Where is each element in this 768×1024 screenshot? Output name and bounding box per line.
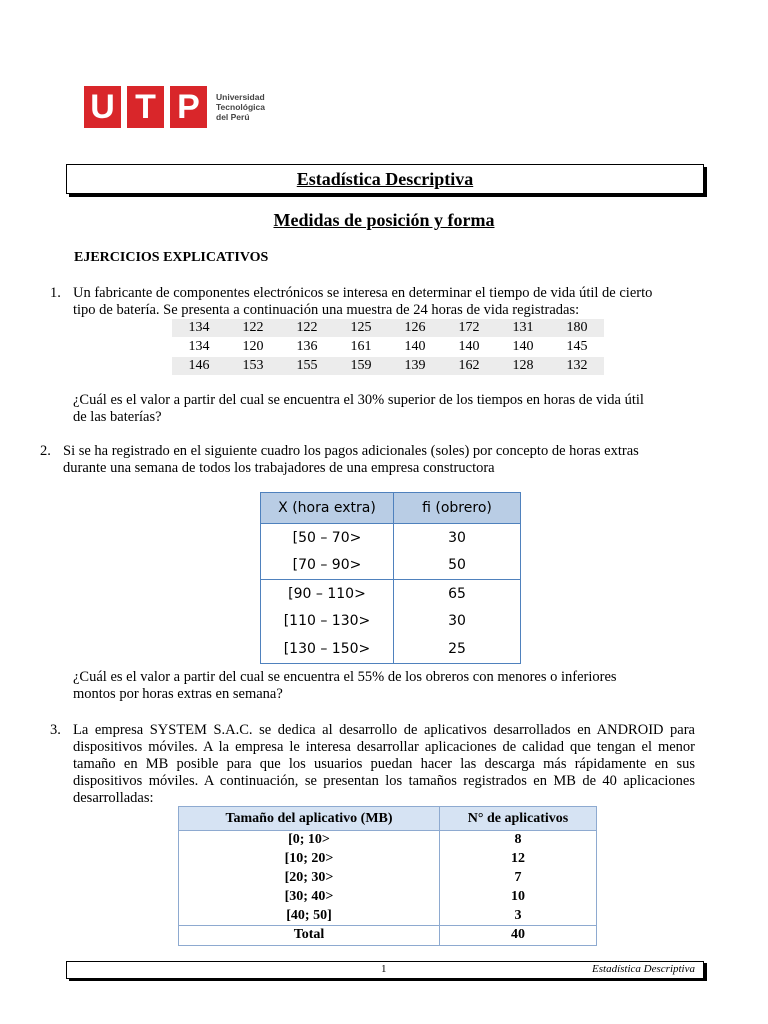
ex2-interval-cell: [130 – 150> <box>261 635 394 663</box>
ex3-count-cell: 40 <box>440 925 597 945</box>
ex3-table-row <box>179 831 597 850</box>
ex2-interval-cell: [110 – 130> <box>261 608 394 636</box>
ex1-data-cell: 132 <box>550 357 604 376</box>
ex2-question: ¿Cuál es el valor a partir del cual se encuentra el 55% de los obreros con menores o inferiores montos por horas extras en semana? <box>73 669 617 702</box>
ex3-count-cell: 7 <box>440 869 597 888</box>
ex3-interval-cell: [0; 10> <box>179 831 440 850</box>
ex2-number: 2. <box>40 443 51 459</box>
ex3-table-row <box>179 869 597 888</box>
ex2-frequency-cell: 30 <box>394 608 521 636</box>
ex2-interval-cell: [50 – 70> <box>261 524 394 552</box>
logo-letter-p: P <box>170 86 207 128</box>
ex1-data-cell: 131 <box>496 319 550 338</box>
page-number: 1 <box>381 963 387 975</box>
ex3-table-row <box>179 887 597 906</box>
ex1-data-cell: 122 <box>226 319 280 338</box>
document-title: Estadística Descriptiva <box>66 164 704 194</box>
page-footer <box>66 961 704 979</box>
ex3-count-cell: 8 <box>440 831 597 850</box>
ex2-interval-cell: [70 – 90> <box>261 552 394 580</box>
ex1-data-cell: 125 <box>334 319 388 338</box>
ex2-frequency-table <box>260 492 521 664</box>
ex3-count-cell: 10 <box>440 887 597 906</box>
ex1-data-row <box>172 319 604 338</box>
ex1-data-cell: 159 <box>334 357 388 376</box>
ex1-data-cell: 180 <box>550 319 604 338</box>
ex1-data-cell: 136 <box>280 338 334 357</box>
logo-letter-t: T <box>127 86 164 128</box>
ex2-text: Si se ha registrado en el siguiente cuadro los pagos adicionales (soles) por concepto de horas extras durante una semana de todos los trabajadores de una empresa constructora <box>63 443 639 476</box>
document-subtitle: Medidas de posición y forma <box>273 210 495 230</box>
ex1-data-cell: 161 <box>334 338 388 357</box>
ex2-table-row <box>261 524 521 552</box>
ex2-header-x: X (hora extra) <box>261 493 394 524</box>
ex3-table-row <box>179 850 597 869</box>
ex2-frequency-cell: 30 <box>394 524 521 552</box>
ex3-text: La empresa SYSTEM S.A.C. se dedica al desarrollo de aplicativos desarrollados en ANDROID para dispositivos móviles. A la empresa le interesa desarrollar aplicaciones de calidad que tengan el menor tamaño en MB posible para que los usuarios puedan hacer las descarga más rápidamente en sus dispositivos móviles. A continuación, se presentan los tamaños registrados en MB de 40 aplicaciones desarrolladas: <box>73 722 695 806</box>
ex3-count-cell: 3 <box>440 906 597 925</box>
ex3-interval-cell: [40; 50] <box>179 906 440 925</box>
ex1-data-cell: 134 <box>172 338 226 357</box>
ex1-data-cell: 128 <box>496 357 550 376</box>
ex3-interval-cell: [20; 30> <box>179 869 440 888</box>
footer-label: Estadística Descriptiva <box>592 963 695 975</box>
ex1-number: 1. <box>50 285 61 301</box>
ex3-count-cell: 12 <box>440 850 597 869</box>
ex2-frequency-cell: 25 <box>394 635 521 663</box>
ex3-interval-cell: Total <box>179 925 440 945</box>
ex1-question: ¿Cuál es el valor a partir del cual se encuentra el 30% superior de los tiempos en horas de vida útil de las baterías? <box>73 392 644 425</box>
ex1-data-cell: 140 <box>442 338 496 357</box>
ex2-table-row <box>261 552 521 580</box>
ex2-interval-cell: [90 – 110> <box>261 580 394 608</box>
ex1-data-cell: 120 <box>226 338 280 357</box>
ex3-header-count: N° de aplicativos <box>440 807 597 831</box>
ex3-interval-cell: [10; 20> <box>179 850 440 869</box>
ex1-data-table <box>172 319 604 376</box>
ex2-table-row <box>261 608 521 636</box>
ex2-table-row <box>261 635 521 663</box>
ex1-data-cell: 145 <box>550 338 604 357</box>
ex1-data-row <box>172 357 604 376</box>
ex3-number: 3. <box>50 722 61 738</box>
logo-letter-u: U <box>84 86 121 128</box>
utp-logo <box>84 86 265 128</box>
ex3-total-row <box>179 925 597 945</box>
ex1-data-cell: 140 <box>496 338 550 357</box>
ex1-data-row <box>172 338 604 357</box>
ex1-data-cell: 126 <box>388 319 442 338</box>
ex3-header-size: Tamaño del aplicativo (MB) <box>179 807 440 831</box>
ex1-data-cell: 162 <box>442 357 496 376</box>
ex1-data-cell: 155 <box>280 357 334 376</box>
ex3-table-row <box>179 906 597 925</box>
ex1-text: Un fabricante de componentes electrónicos se interesa en determinar el tiempo de vida útil de cierto tipo de batería. Se presenta a continuación una muestra de 24 horas de vida registradas: <box>73 285 653 318</box>
ex1-data-cell: 122 <box>280 319 334 338</box>
ex1-data-cell: 172 <box>442 319 496 338</box>
ex1-data-cell: 134 <box>172 319 226 338</box>
ex2-frequency-cell: 50 <box>394 552 521 580</box>
logo-text: Universidad Tecnológica del Perú <box>216 92 265 122</box>
section-heading: EJERCICIOS EXPLICATIVOS <box>74 250 269 265</box>
ex2-table-row <box>261 580 521 608</box>
ex2-frequency-cell: 65 <box>394 580 521 608</box>
ex2-header-fi: fi (obrero) <box>394 493 521 524</box>
ex3-size-table <box>178 806 597 946</box>
ex1-data-cell: 140 <box>388 338 442 357</box>
ex1-data-cell: 139 <box>388 357 442 376</box>
ex3-interval-cell: [30; 40> <box>179 887 440 906</box>
ex1-data-cell: 146 <box>172 357 226 376</box>
ex1-data-cell: 153 <box>226 357 280 376</box>
